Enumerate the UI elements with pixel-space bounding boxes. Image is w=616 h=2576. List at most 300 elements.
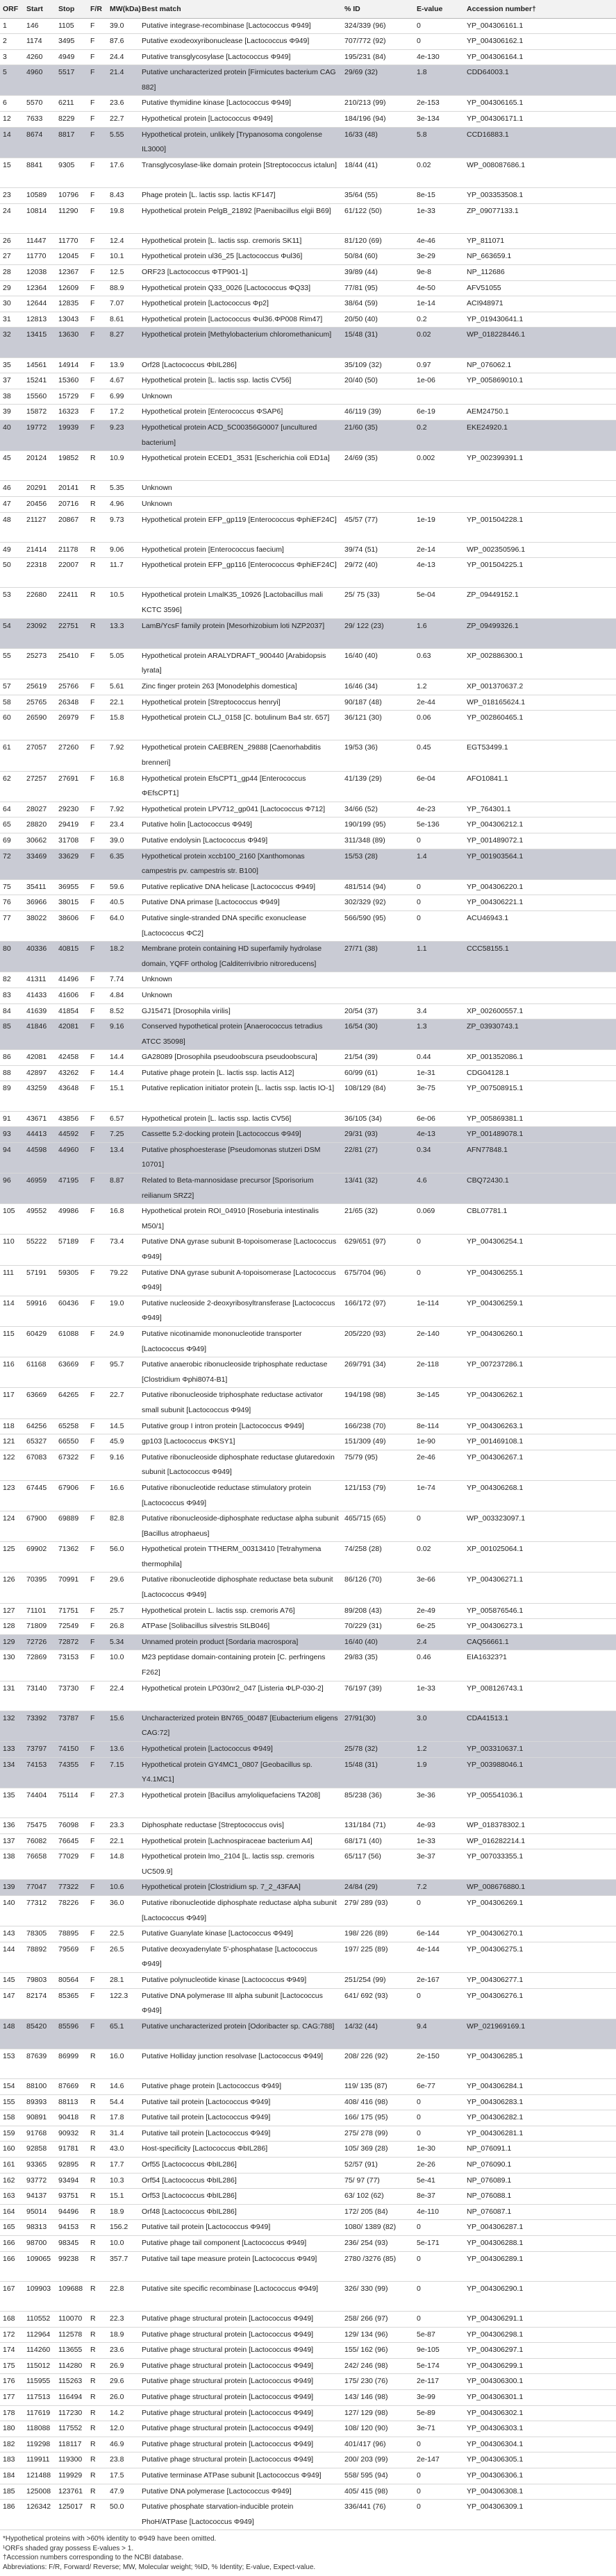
cell-pct-id: 275/ 278 (99) (344, 2128, 388, 2137)
cell-evalue: 0.45 (417, 743, 431, 752)
cell-orf: 72 (3, 851, 11, 861)
footnote: ¹ORFs shaded gray possess E-values > 1. (3, 2544, 134, 2552)
cell-evalue: 1e-33 (417, 1684, 435, 1693)
cell-stop: 116494 (58, 2392, 83, 2401)
cell-mw: 29.6 (110, 1575, 124, 1584)
table-row (0, 96, 616, 112)
table-row (0, 1942, 616, 1972)
cell-accession: YP_003988046.1 (467, 1760, 524, 1769)
cell-stop: 123761 (58, 2486, 83, 2496)
cell-fr: R (90, 2486, 96, 2496)
cell-stop: 74150 (58, 1745, 79, 1753)
cell-best-match: Putative phosphate starvation-inducible protein PhoH/ATPase [Lactococcus Φ949] (142, 2502, 294, 2526)
table-row (0, 1895, 616, 1926)
cell-pct-id: 336/441 (76) (344, 2502, 386, 2511)
table-row (0, 1634, 616, 1650)
cell-evalue: 9e-105 (417, 2346, 440, 2355)
cell-pct-id: 60/99 (61) (344, 1068, 378, 1077)
table-row (0, 2173, 616, 2189)
cell-mw: 36.0 (110, 1898, 124, 1907)
cell-accession: YP_004306289.1 (467, 2254, 524, 2263)
cell-mw: 88.9 (110, 283, 124, 292)
cell-pct-id: 21/54 (39) (344, 1053, 378, 1062)
cell-pct-id: 127/ 129 (98) (344, 2408, 388, 2417)
cell-start: 69902 (26, 1545, 47, 1554)
cell-orf: 162 (3, 2176, 15, 2185)
cell-best-match: Putative tail protein [Lactococcus Φ949] (142, 2097, 271, 2106)
cell-mw: 31.4 (110, 2128, 124, 2137)
cell-fr: F (90, 851, 95, 861)
cell-orf: 148 (3, 2022, 15, 2031)
cell-pct-id: 405/ 415 (98) (344, 2486, 388, 2496)
cell-best-match: Putative phage structural protein [Lactococcus Φ949] (142, 2408, 314, 2417)
cell-evalue: 1e-31 (417, 1068, 435, 1077)
cell-fr: F (90, 1022, 95, 1031)
cell-start: 125008 (26, 2486, 51, 2496)
cell-accession: WP_003323097.1 (467, 1514, 526, 1523)
cell-pct-id: 39/89 (44) (344, 268, 378, 276)
cell-start: 44413 (26, 1130, 47, 1139)
table-row (0, 188, 616, 204)
cell-start: 12038 (26, 268, 47, 276)
cell-start: 82174 (26, 1991, 47, 2000)
cell-fr: R (90, 545, 96, 554)
cell-pct-id: 29/72 (40) (344, 561, 378, 570)
cell-orf: 60 (3, 713, 11, 722)
cell-stop: 73730 (58, 1684, 79, 1693)
cell-start: 38022 (26, 913, 47, 922)
cell-accession: ACI948971 (467, 299, 503, 308)
cell-orf: 55 (3, 651, 11, 660)
cell-orf: 158 (3, 2113, 15, 2122)
cell-mw: 19.0 (110, 1298, 124, 1307)
cell-evalue: 0 (417, 2471, 421, 2480)
cell-evalue: 1e-114 (417, 1298, 439, 1307)
cell-pct-id: 24/69 (35) (344, 454, 378, 463)
cell-start: 78892 (26, 1944, 47, 1954)
cell-pct-id: 36/105 (34) (344, 1114, 382, 1123)
cell-orf: 40 (3, 423, 11, 432)
cell-stop: 11290 (58, 206, 78, 215)
cell-best-match: Putative phage structural protein [Lactococcus Φ949] (142, 2392, 314, 2401)
cell-start: 20456 (26, 499, 47, 508)
cell-pct-id: 75/ 97 (77) (344, 2176, 380, 2185)
cell-mw: 10.5 (110, 591, 124, 600)
cell-fr: R (90, 2346, 96, 2355)
cell-evalue: 1e-33 (417, 1836, 435, 1845)
cell-orf: 125 (3, 1545, 15, 1554)
cell-evalue: 0 (417, 2254, 421, 2263)
table-row (0, 1050, 616, 1066)
cell-best-match: Putative phage structural protein [Lactococcus Φ949] (142, 2455, 314, 2464)
table-row (0, 2484, 616, 2500)
cell-accession: YP_004306291.1 (467, 2314, 524, 2323)
table-row (0, 112, 616, 128)
cell-orf: 12 (3, 115, 11, 124)
cell-start: 25619 (26, 682, 47, 691)
cell-evalue: 0 (417, 2314, 421, 2323)
cell-stop: 98345 (58, 2239, 79, 2247)
cell-fr: F (90, 1653, 95, 1662)
cell-stop: 25766 (58, 682, 79, 691)
cell-orf: 2 (3, 37, 7, 46)
table-row (0, 328, 616, 357)
cell-start: 21127 (26, 515, 47, 524)
cell-mw: 9.73 (110, 515, 124, 524)
cell-start: 4960 (26, 68, 43, 77)
cell-orf: 184 (3, 2471, 15, 2480)
cell-orf: 183 (3, 2455, 15, 2464)
cell-best-match: ATPase [Solibacillus silvestris StLB046] (142, 1622, 270, 1631)
cell-evalue: 8e-15 (417, 191, 435, 200)
cell-mw: 45.9 (110, 1437, 124, 1446)
cell-accession: YP_004306254.1 (467, 1237, 524, 1246)
cell-fr: F (90, 1237, 95, 1246)
cell-best-match: Hypothetical protein CAEBREN_29888 [Caenorhabditis brenneri] (142, 743, 321, 767)
table-row (0, 2358, 616, 2374)
cell-fr: F (90, 836, 95, 845)
cell-evalue: 1e-90 (417, 1437, 435, 1446)
table-row (0, 127, 616, 158)
table-row (0, 817, 616, 833)
cell-fr: R (90, 2097, 96, 2106)
cell-mw: 4.84 (110, 990, 124, 999)
table-row (0, 1388, 616, 1418)
cell-mw: 29.6 (110, 2377, 124, 2386)
table-row (0, 312, 616, 328)
cell-orf: 94 (3, 1145, 11, 1154)
cell-start: 25273 (26, 651, 47, 660)
cell-stop: 67322 (58, 1452, 79, 1461)
cell-start: 49552 (26, 1207, 47, 1216)
cell-accession: YP_004306263.1 (467, 1421, 524, 1430)
table-row (0, 2468, 616, 2484)
cell-orf: 165 (3, 2223, 15, 2232)
cell-stop: 72549 (58, 1622, 79, 1631)
cell-mw: 15.6 (110, 1713, 124, 1722)
table-row (0, 1003, 616, 1019)
cell-mw: 6.35 (110, 851, 124, 861)
cell-mw: 21.4 (110, 68, 124, 77)
cell-evalue: 0 (417, 2502, 421, 2511)
table-row (0, 296, 616, 312)
cell-mw: 40.5 (110, 898, 124, 907)
cell-best-match: Hypothetical protein [Lactococcus Φp2] (142, 299, 269, 308)
cell-accession: ZP_09449152.1 (467, 591, 519, 600)
header-accession: Accession number† (464, 0, 616, 18)
table-row (0, 1480, 616, 1511)
cell-mw: 25.7 (110, 1606, 124, 1615)
table-row (0, 280, 616, 296)
cell-accession: YP_004306267.1 (467, 1452, 524, 1461)
cell-fr: F (90, 1298, 95, 1307)
cell-stop: 117552 (58, 2424, 83, 2433)
cell-start: 12813 (26, 314, 47, 323)
cell-orf: 155 (3, 2097, 15, 2106)
cell-accession: YP_019430641.1 (467, 314, 524, 323)
cell-evalue: 2e-44 (417, 697, 435, 706)
cell-fr: F (90, 1053, 95, 1062)
cell-fr: R (90, 2113, 96, 2122)
cell-fr: F (90, 376, 95, 385)
table-row (0, 1265, 616, 1296)
cell-mw: 22.5 (110, 1929, 124, 1938)
cell-evalue: 1.1 (417, 944, 427, 954)
cell-pct-id: 200/ 203 (99) (344, 2455, 388, 2464)
cell-start: 71101 (26, 1606, 47, 1615)
cell-accession: EKE24920.1 (467, 423, 508, 432)
cell-best-match: Putative DNA polymerase III alpha subunit [Lactococcus Φ949] (142, 1991, 323, 2015)
cell-evalue: 0 (417, 898, 421, 907)
table-row (0, 695, 616, 711)
cell-best-match: LamB/YcsF family protein [Mesorhizobium loti NZP2037] (142, 621, 325, 630)
cell-orf: 114 (3, 1298, 15, 1307)
cell-best-match: Putative phage structural protein [Lactococcus Φ949] (142, 2314, 314, 2323)
cell-orf: 124 (3, 1514, 15, 1523)
cell-mw: 122.3 (110, 1991, 128, 2000)
cell-pct-id: 38/64 (59) (344, 299, 378, 308)
cell-evalue: 0.2 (417, 423, 427, 432)
cell-pct-id: 27/71 (38) (344, 944, 378, 954)
cell-orf: 143 (3, 1929, 15, 1938)
cell-pct-id: 166/238 (70) (344, 1421, 386, 1430)
cell-evalue (414, 481, 464, 497)
cell-orf: 122 (3, 1452, 15, 1461)
cell-accession: YP_008126743.1 (467, 1684, 524, 1693)
cell-fr: F (90, 1268, 95, 1277)
cell-accession: YP_004306162.1 (467, 37, 524, 46)
table-row (0, 802, 616, 817)
cell-accession: YP_004306270.1 (467, 1929, 524, 1938)
cell-start: 41639 (26, 1006, 47, 1015)
cell-evalue: 3e-66 (417, 1575, 435, 1584)
cell-evalue: 5.8 (417, 130, 427, 139)
cell-start: 8674 (26, 130, 43, 139)
cell-pct-id: 465/715 (65) (344, 1514, 386, 1523)
cell-stop: 11770 (58, 236, 78, 245)
cell-accession: YP_007033355.1 (467, 1852, 524, 1861)
cell-accession: ACU46943.1 (467, 913, 509, 922)
table-row (0, 1511, 616, 1542)
cell-start: 63669 (26, 1391, 47, 1400)
cell-accession: YP_811071 (467, 236, 505, 245)
cell-stop: 92895 (58, 2160, 79, 2169)
cell-start: 85420 (26, 2022, 47, 2031)
cell-orf: 126 (3, 1575, 15, 1584)
table-row (0, 1204, 616, 1235)
cell-best-match: Putative phage structural protein [Lactococcus Φ949] (142, 2361, 314, 2370)
table-row (0, 1926, 616, 1942)
cell-pct-id: 175/ 230 (76) (344, 2377, 388, 2386)
cell-stop: 78226 (58, 1898, 79, 1907)
cell-evalue: 2e-167 (417, 1975, 440, 1984)
table-row (0, 542, 616, 558)
cell-start: 57191 (26, 1268, 47, 1277)
cell-best-match: Hypothetical protein [Streptococcus henryi] (142, 697, 281, 706)
cell-mw: 16.8 (110, 1207, 124, 1216)
cell-pct-id: 326/ 330 (99) (344, 2284, 388, 2293)
cell-fr: F (90, 1329, 95, 1338)
cell-fr: F (90, 1421, 95, 1430)
cell-orf: 49 (3, 545, 11, 554)
cell-stop: 75114 (58, 1790, 78, 1799)
cell-evalue: 2e-140 (417, 1329, 440, 1338)
cell-accession: CBL07781.1 (467, 1207, 508, 1216)
cell-mw: 46.9 (110, 2439, 124, 2448)
cell-start: 67900 (26, 1514, 47, 1523)
cell-fr: F (90, 1622, 95, 1631)
cell-accession: YP_001489072.1 (467, 836, 524, 845)
cell-stop: 79569 (58, 1944, 79, 1954)
cell-start: 61168 (26, 1360, 47, 1369)
cell-start: 98313 (26, 2223, 47, 2232)
cell-best-match: Hypothetical protein [Clostridium sp. 7_2_43FAA] (142, 1883, 301, 1892)
cell-evalue: 3e-71 (417, 2424, 435, 2433)
table-row (0, 2437, 616, 2452)
cell-evalue: 0.02 (417, 1545, 431, 1554)
cell-fr: F (90, 1637, 95, 1646)
table-row (0, 771, 616, 802)
cell-stop: 12835 (58, 299, 79, 308)
cell-start: 95014 (26, 2207, 47, 2216)
cell-orf: 132 (3, 1713, 15, 1722)
cell-stop: 33629 (58, 851, 79, 861)
cell-mw: 6.57 (110, 1114, 124, 1123)
cell-mw: 13.3 (110, 621, 124, 630)
cell-accession: YP_764301.1 (467, 804, 511, 813)
cell-orf: 135 (3, 1790, 15, 1799)
cell-start: 70395 (26, 1575, 47, 1584)
cell-pct-id: 236/ 254 (93) (344, 2239, 388, 2247)
cell-fr: R (90, 2471, 96, 2480)
cell-mw: 23.6 (110, 2346, 124, 2355)
cell-stop: 90418 (58, 2113, 79, 2122)
cell-best-match: Hypothetical protein [Lactococcus Φul36.ΦP008 Rim47] (142, 314, 323, 323)
cell-evalue: 0 (417, 2486, 421, 2496)
cell-start: 5570 (26, 99, 43, 108)
cell-fr: R (90, 515, 96, 524)
cell-pct-id: 208/ 226 (92) (344, 2051, 388, 2060)
cell-mw: 5.35 (110, 484, 124, 493)
cell-mw: 9.16 (110, 1022, 124, 1031)
cell-accession: NP_076088.1 (467, 2192, 512, 2201)
cell-accession (464, 988, 616, 1003)
cell-pct-id: 629/651 (97) (344, 1237, 386, 1246)
cell-fr: R (90, 2051, 96, 2060)
cell-stop: 76098 (58, 1820, 79, 1829)
header-pct-id: % ID (342, 0, 414, 18)
cell-stop: 94496 (58, 2207, 79, 2216)
cell-orf: 154 (3, 2082, 15, 2091)
cell-orf: 185 (3, 2486, 15, 2496)
cell-stop: 73153 (58, 1653, 79, 1662)
table-row (0, 233, 616, 249)
cell-fr: F (90, 1606, 95, 1615)
cell-fr: F (90, 360, 95, 369)
cell-fr: F (90, 743, 95, 752)
cell-pct-id: 36/121 (30) (344, 713, 382, 722)
cell-best-match: Putative Guanylate kinase [Lactococcus Φ949] (142, 1929, 293, 1938)
cell-fr: F (90, 391, 95, 400)
cell-accession: ZP_09077133.1 (467, 206, 519, 215)
cell-start: 59916 (26, 1298, 47, 1307)
cell-start: 89393 (26, 2097, 47, 2106)
cell-start: 91768 (26, 2128, 47, 2137)
cell-evalue: 0 (417, 913, 421, 922)
cell-evalue: 0 (417, 1514, 421, 1523)
table-row (0, 618, 616, 648)
cell-evalue: 3.4 (417, 1006, 427, 1015)
header-start: Start (24, 0, 56, 18)
cell-evalue: 0.44 (417, 1053, 431, 1062)
cell-evalue: 0 (417, 836, 421, 845)
table-row (0, 389, 616, 405)
cell-accession: YP_007508915.1 (467, 1084, 524, 1093)
cell-mw: 10.3 (110, 2176, 124, 2185)
cell-best-match: Putative phage structural protein [Lactococcus Φ949] (142, 2377, 314, 2386)
table-row (0, 1357, 616, 1388)
cell-evalue: 6e-77 (417, 2082, 435, 2091)
cell-start: 55222 (26, 1237, 47, 1246)
cell-accession: YP_004306300.1 (467, 2377, 524, 2386)
cell-pct-id: 195/231 (84) (344, 52, 386, 61)
cell-orf: 177 (3, 2392, 15, 2401)
cell-mw: 16.6 (110, 1483, 124, 1492)
cell-orf: 27 (3, 252, 11, 261)
cell-pct-id: 401/417 (96) (344, 2439, 386, 2448)
cell-orf: 147 (3, 1991, 15, 2000)
cell-orf: 111 (3, 1268, 14, 1277)
cell-accession: YP_004306165.1 (467, 99, 524, 108)
cell-best-match: Hypothetical protein [Methylobacterium chloromethanicum] (142, 330, 332, 339)
cell-orf: 131 (3, 1684, 15, 1693)
cell-stop: 109688 (58, 2284, 83, 2293)
cell-fr: F (90, 130, 95, 139)
table-row (0, 2049, 616, 2078)
cell-pct-id: 25/ 75 (33) (344, 591, 380, 600)
table-header (0, 0, 616, 18)
cell-pct-id: 324/339 (96) (344, 21, 386, 30)
cell-orf: 64 (3, 804, 11, 813)
table-row (0, 1065, 616, 1081)
cell-accession (464, 972, 616, 988)
cell-stop: 19939 (58, 423, 79, 432)
table-row (0, 420, 616, 450)
cell-best-match: Putative phage structural protein [Lactococcus Φ949] (142, 2330, 314, 2339)
cell-start: 115955 (26, 2377, 51, 2386)
footnote: †Accession numbers corresponding to the NCBI database. (3, 2554, 184, 2562)
cell-best-match: Putative ribonucleoside diphosphate reductase glutaredoxin subunit [Lactococcus Φ949] (142, 1452, 335, 1477)
cell-pct-id: 205/220 (93) (344, 1329, 386, 1338)
cell-fr: R (90, 2223, 96, 2232)
cell-orf: 3 (3, 52, 7, 61)
cell-start: 109065 (26, 2254, 51, 2263)
cell-mw: 28.1 (110, 1975, 124, 1984)
cell-pct-id: 190/199 (95) (344, 820, 386, 829)
cell-fr: F (90, 1852, 95, 1861)
cell-pct-id: 25/78 (32) (344, 1745, 378, 1753)
cell-mw: 39.0 (110, 836, 124, 845)
cell-stop: 72872 (58, 1637, 79, 1646)
cell-mw: 7.92 (110, 804, 124, 813)
cell-accession (464, 389, 616, 405)
cell-start: 36966 (26, 898, 47, 907)
cell-start: 126342 (26, 2502, 51, 2511)
table-row (0, 1619, 616, 1635)
cell-accession: YP_004306309.1 (467, 2502, 524, 2511)
cell-best-match: Orf48 [Lactococcus ΦbIL286] (142, 2207, 237, 2216)
cell-stop: 3495 (58, 37, 75, 46)
